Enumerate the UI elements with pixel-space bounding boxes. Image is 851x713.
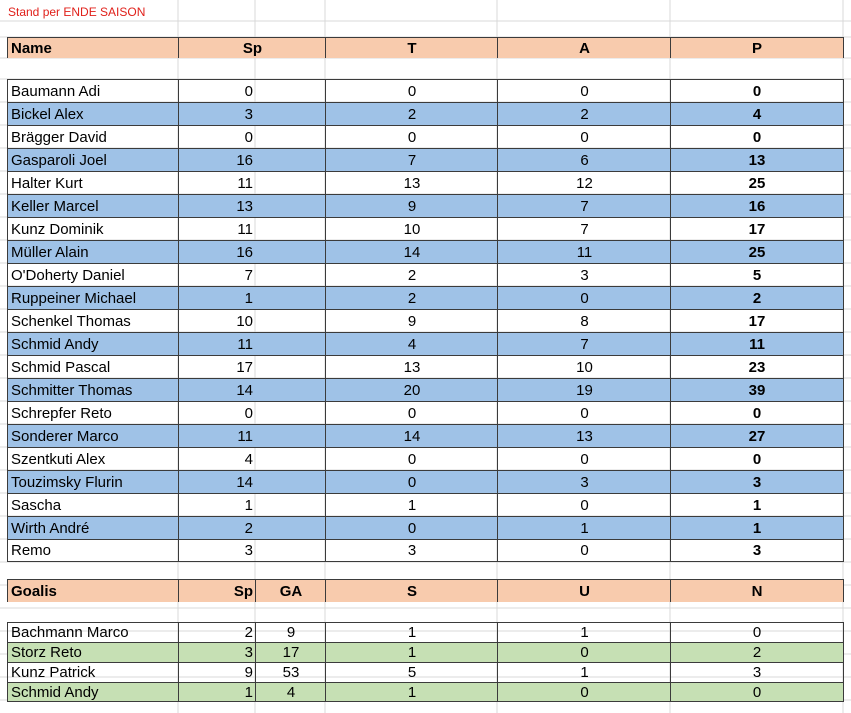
table-row	[0, 642, 851, 662]
header-u[interactable]: U	[497, 579, 671, 602]
cell-t[interactable]: 0	[325, 125, 498, 148]
cell-u[interactable]: 1	[497, 622, 671, 642]
spacer-cell	[255, 332, 326, 355]
cell-name[interactable]: Schmid Andy	[7, 682, 179, 702]
spacer-cell	[255, 401, 326, 424]
cell-name[interactable]: Baumann Adi	[7, 79, 179, 102]
spacer-cell	[255, 516, 326, 539]
table-row	[0, 378, 851, 401]
header-a[interactable]: A	[497, 37, 671, 58]
cell-t[interactable]: 9	[325, 194, 498, 217]
spacer-cell	[255, 355, 326, 378]
spacer-cell	[255, 309, 326, 332]
cell-a[interactable]: 0	[497, 286, 671, 309]
cell-a[interactable]: 0	[497, 539, 671, 562]
cell-t[interactable]: 0	[325, 79, 498, 102]
cell-n[interactable]: 2	[670, 642, 844, 662]
cell-a[interactable]: 7	[497, 194, 671, 217]
cell-a[interactable]: 2	[497, 102, 671, 125]
spacer-cell	[255, 424, 326, 447]
spacer-cell	[255, 171, 326, 194]
cell-sp[interactable]: 2	[178, 516, 256, 539]
cell-t[interactable]: 20	[325, 378, 498, 401]
cell-t[interactable]: 2	[325, 263, 498, 286]
cell-p[interactable]: 1	[670, 493, 844, 516]
cell-u[interactable]: 1	[497, 662, 671, 682]
cell-p[interactable]: 0	[670, 125, 844, 148]
cell-sp[interactable]: 4	[178, 447, 256, 470]
cell-sp[interactable]: 3	[178, 102, 256, 125]
cell-sp[interactable]: 0	[178, 401, 256, 424]
cell-name[interactable]: Keller Marcel	[7, 194, 179, 217]
cell-sp[interactable]: 11	[178, 424, 256, 447]
cell-p[interactable]: 25	[670, 171, 844, 194]
table-row	[0, 217, 851, 240]
cell-p[interactable]: 39	[670, 378, 844, 401]
cell-t[interactable]: 14	[325, 424, 498, 447]
cell-a[interactable]: 1	[497, 516, 671, 539]
cell-a[interactable]: 0	[497, 493, 671, 516]
cell-sp[interactable]: 2	[178, 622, 256, 642]
cell-a[interactable]: 19	[497, 378, 671, 401]
table-row	[0, 102, 851, 125]
cell-p[interactable]: 23	[670, 355, 844, 378]
cell-ga[interactable]: 17	[255, 642, 326, 662]
spacer-cell	[255, 240, 326, 263]
cell-p[interactable]: 0	[670, 401, 844, 424]
cell-u[interactable]: 0	[497, 682, 671, 702]
cell-sp[interactable]: 11	[178, 332, 256, 355]
header-t[interactable]: T	[325, 37, 498, 58]
cell-a[interactable]: 3	[497, 263, 671, 286]
table-row	[0, 286, 851, 309]
page-title: Stand per ENDE SAISON	[8, 5, 146, 19]
table-row	[0, 309, 851, 332]
cell-s[interactable]: 5	[325, 662, 498, 682]
cell-u[interactable]: 0	[497, 642, 671, 662]
cell-sp[interactable]: 1	[178, 493, 256, 516]
table-row	[0, 171, 851, 194]
table-row	[0, 125, 851, 148]
spacer-cell	[255, 539, 326, 562]
cell-p[interactable]: 13	[670, 148, 844, 171]
cell-sp[interactable]: 3	[178, 642, 256, 662]
cell-p[interactable]: 25	[670, 240, 844, 263]
cell-name[interactable]: Remo	[7, 539, 179, 562]
cell-sp[interactable]: 17	[178, 355, 256, 378]
cell-s[interactable]: 1	[325, 622, 498, 642]
cell-p[interactable]: 5	[670, 263, 844, 286]
cell-a[interactable]: 7	[497, 332, 671, 355]
spacer-cell	[255, 217, 326, 240]
table-row	[0, 355, 851, 378]
cell-t[interactable]: 0	[325, 470, 498, 493]
cell-a[interactable]: 13	[497, 424, 671, 447]
header-sp[interactable]: Sp	[178, 579, 256, 602]
cell-ga[interactable]: 53	[255, 662, 326, 682]
spacer-cell	[255, 493, 326, 516]
cell-p[interactable]: 3	[670, 470, 844, 493]
cell-p[interactable]: 3	[670, 539, 844, 562]
cell-sp[interactable]: 13	[178, 194, 256, 217]
cell-t[interactable]: 9	[325, 309, 498, 332]
cell-n[interactable]: 0	[670, 682, 844, 702]
cell-sp[interactable]: 14	[178, 378, 256, 401]
cell-s[interactable]: 1	[325, 642, 498, 662]
players-header-row	[0, 37, 851, 58]
table-row	[0, 79, 851, 102]
cell-t[interactable]: 7	[325, 148, 498, 171]
cell-p[interactable]: 16	[670, 194, 844, 217]
table-row	[0, 194, 851, 217]
cell-n[interactable]: 3	[670, 662, 844, 682]
cell-name[interactable]: Schmid Pascal	[7, 355, 179, 378]
cell-a[interactable]: 10	[497, 355, 671, 378]
cell-sp[interactable]: 16	[178, 240, 256, 263]
cell-p[interactable]: 27	[670, 424, 844, 447]
cell-a[interactable]: 6	[497, 148, 671, 171]
goalies-header-row	[0, 579, 851, 602]
cell-name[interactable]: Szentkuti Alex	[7, 447, 179, 470]
cell-sp[interactable]: 1	[178, 286, 256, 309]
cell-name[interactable]: Sonderer Marco	[7, 424, 179, 447]
cell-p[interactable]: 4	[670, 102, 844, 125]
cell-name[interactable]: Halter Kurt	[7, 171, 179, 194]
cell-name[interactable]: Schmid Andy	[7, 332, 179, 355]
cell-t[interactable]: 0	[325, 447, 498, 470]
cell-sp[interactable]: 11	[178, 217, 256, 240]
cell-sp[interactable]: 7	[178, 263, 256, 286]
table-row	[0, 662, 851, 682]
table-row	[0, 539, 851, 562]
cell-a[interactable]: 0	[497, 125, 671, 148]
cell-name[interactable]: Brägger David	[7, 125, 179, 148]
table-row	[0, 401, 851, 424]
cell-t[interactable]: 13	[325, 171, 498, 194]
table-row	[0, 470, 851, 493]
cell-sp[interactable]: 0	[178, 125, 256, 148]
cell-sp[interactable]: 9	[178, 662, 256, 682]
header-p[interactable]: P	[670, 37, 844, 58]
table-row	[0, 424, 851, 447]
cell-name[interactable]: Storz Reto	[7, 642, 179, 662]
table-row	[0, 332, 851, 355]
cell-a[interactable]: 0	[497, 447, 671, 470]
cell-p[interactable]: 0	[670, 79, 844, 102]
spacer-cell	[255, 102, 326, 125]
cell-t[interactable]: 2	[325, 286, 498, 309]
header-name[interactable]: Name	[7, 37, 179, 58]
cell-name[interactable]: Bickel Alex	[7, 102, 179, 125]
cell-t[interactable]: 2	[325, 102, 498, 125]
cell-p[interactable]: 2	[670, 286, 844, 309]
table-row	[0, 447, 851, 470]
cell-s[interactable]: 1	[325, 682, 498, 702]
cell-name[interactable]: O'Doherty Daniel	[7, 263, 179, 286]
cell-ga[interactable]: 9	[255, 622, 326, 642]
header-n[interactable]: N	[670, 579, 844, 602]
cell-a[interactable]: 7	[497, 217, 671, 240]
table-row	[0, 682, 851, 702]
spacer-cell	[255, 447, 326, 470]
spacer-cell	[255, 125, 326, 148]
cell-name[interactable]: Schenkel Thomas	[7, 309, 179, 332]
header-s[interactable]: S	[325, 579, 498, 602]
cell-t[interactable]: 14	[325, 240, 498, 263]
cell-name[interactable]: Sascha	[7, 493, 179, 516]
header-name[interactable]: Goalis	[7, 579, 179, 602]
header-ga[interactable]: GA	[255, 579, 326, 602]
cell-t[interactable]: 1	[325, 493, 498, 516]
cell-p[interactable]: 11	[670, 332, 844, 355]
cell-name[interactable]: Gasparoli Joel	[7, 148, 179, 171]
cell-a[interactable]: 0	[497, 79, 671, 102]
spacer-cell	[255, 378, 326, 401]
cell-t[interactable]: 0	[325, 401, 498, 424]
spacer-cell	[255, 470, 326, 493]
cell-t[interactable]: 3	[325, 539, 498, 562]
cell-name[interactable]: Müller Alain	[7, 240, 179, 263]
cell-sp[interactable]: 14	[178, 470, 256, 493]
cell-t[interactable]: 10	[325, 217, 498, 240]
cell-name[interactable]: Kunz Dominik	[7, 217, 179, 240]
cell-sp[interactable]: 11	[178, 171, 256, 194]
table-row	[0, 493, 851, 516]
cell-name[interactable]: Touzimsky Flurin	[7, 470, 179, 493]
cell-a[interactable]: 11	[497, 240, 671, 263]
cell-sp[interactable]: 3	[178, 539, 256, 562]
cell-t[interactable]: 13	[325, 355, 498, 378]
cell-a[interactable]: 3	[497, 470, 671, 493]
cell-name[interactable]: Ruppeiner Michael	[7, 286, 179, 309]
spacer-cell	[255, 79, 326, 102]
cell-a[interactable]: 12	[497, 171, 671, 194]
table-row	[0, 263, 851, 286]
cell-name[interactable]: Bachmann Marco	[7, 622, 179, 642]
cell-sp[interactable]: 0	[178, 79, 256, 102]
cell-a[interactable]: 0	[497, 401, 671, 424]
cell-t[interactable]: 0	[325, 516, 498, 539]
cell-sp[interactable]: 16	[178, 148, 256, 171]
cell-sp[interactable]: 10	[178, 309, 256, 332]
cell-name[interactable]: Kunz Patrick	[7, 662, 179, 682]
spacer-cell	[255, 148, 326, 171]
table-row	[0, 240, 851, 263]
cell-n[interactable]: 0	[670, 622, 844, 642]
spacer-cell	[255, 263, 326, 286]
cell-p[interactable]: 17	[670, 309, 844, 332]
cell-ga[interactable]: 4	[255, 682, 326, 702]
cell-sp[interactable]: 1	[178, 682, 256, 702]
cell-t[interactable]: 4	[325, 332, 498, 355]
cell-name[interactable]: Schrepfer Reto	[7, 401, 179, 424]
cell-a[interactable]: 8	[497, 309, 671, 332]
cell-p[interactable]: 1	[670, 516, 844, 539]
cell-name[interactable]: Wirth André	[7, 516, 179, 539]
cell-p[interactable]: 17	[670, 217, 844, 240]
header-sp[interactable]: Sp	[178, 37, 326, 58]
table-row	[0, 516, 851, 539]
table-row	[0, 148, 851, 171]
cell-p[interactable]: 0	[670, 447, 844, 470]
cell-name[interactable]: Schmitter Thomas	[7, 378, 179, 401]
spacer-cell	[255, 194, 326, 217]
table-row	[0, 622, 851, 642]
spacer-cell	[255, 286, 326, 309]
